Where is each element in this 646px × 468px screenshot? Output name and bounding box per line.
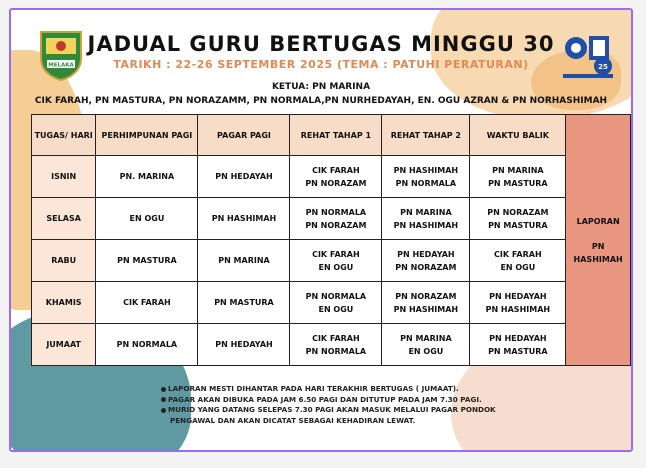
teacher-name: PN NORAZAM — [487, 207, 549, 217]
teacher-name: CIK FARAH — [312, 249, 360, 259]
note-text: PAGAR AKAN DIBUKA PADA JAM 6.50 PAGI DAN DITUTUP PADA JAM 7.30 PAGI. — [168, 394, 482, 404]
table-row — [32, 324, 631, 366]
notes-list — [161, 384, 496, 426]
teacher-name: PN NORAZAM — [305, 220, 367, 230]
day-cell: RABU — [32, 240, 96, 282]
bullet-icon — [161, 408, 166, 413]
break2-cell — [382, 156, 470, 198]
report-teacher-title: PN — [591, 241, 605, 251]
bullet-icon — [161, 397, 166, 402]
teacher-name: PN HEDAYAH — [489, 333, 547, 343]
gate-cell: PN HEDAYAH — [198, 324, 290, 366]
day-cell: SELASA — [32, 198, 96, 240]
teacher-name: PN HASHIMAH — [393, 165, 459, 175]
teacher-name: PN HASHIMAH — [393, 304, 459, 314]
break1-cell — [290, 282, 382, 324]
teacher-name: CIK FARAH — [312, 165, 360, 175]
dismissal-cell — [470, 156, 566, 198]
teacher-name: PN NORAZAM — [395, 291, 457, 301]
teacher-name: PN HEDAYAH — [397, 249, 455, 259]
report-teacher-name: HASHIMAH — [573, 254, 623, 264]
teacher-name: PN NORAZAM — [395, 262, 457, 272]
note-item — [161, 384, 496, 395]
date-theme-subtitle: TARIKH : 22-26 SEPTEMBER 2025 (TEMA : PATUHI PERATURAN) — [113, 58, 529, 71]
teacher-name: PN HEDAYAH — [489, 291, 547, 301]
bullet-icon — [161, 387, 166, 392]
teacher-name: PN MARINA — [400, 207, 452, 217]
teacher-name: PN HASHIMAH — [393, 220, 459, 230]
assembly-cell: PN MASTURA — [96, 240, 198, 282]
report-cell — [566, 115, 631, 366]
col-header-day: TUGAS/ HARI — [32, 115, 96, 156]
break2-cell — [382, 240, 470, 282]
teacher-name: EN OGU — [500, 262, 536, 272]
teacher-name: PN MASTURA — [488, 346, 548, 356]
col-header-gate: PAGAR PAGI — [198, 115, 290, 156]
teacher-name: EN OGU — [318, 262, 354, 272]
col-header-break1: REHAT TAHAP 1 — [290, 115, 382, 156]
gate-cell: PN MARINA — [198, 240, 290, 282]
teacher-name: PN NORMALA — [305, 346, 367, 356]
break2-cell — [382, 324, 470, 366]
assembly-cell: PN NORMALA — [96, 324, 198, 366]
document-frame — [9, 8, 633, 452]
gate-cell: PN HASHIMAH — [198, 198, 290, 240]
teacher-name: PN MARINA — [492, 165, 544, 175]
assembly-cell: EN OGU — [96, 198, 198, 240]
teacher-name: PN NORAZAM — [305, 178, 367, 188]
col-header-assembly: PERHIMPUNAN PAGI — [96, 115, 198, 156]
note-item — [161, 405, 496, 416]
day-cell: KHAMIS — [32, 282, 96, 324]
dismissal-cell — [470, 324, 566, 366]
teacher-name: PN HASHIMAH — [485, 304, 551, 314]
teacher-name: PN NORMALA — [395, 178, 457, 188]
col-header-break2: REHAT TAHAP 2 — [382, 115, 470, 156]
table-row — [32, 156, 631, 198]
duty-schedule-table — [31, 114, 631, 366]
teacher-name: PN MASTURA — [488, 220, 548, 230]
teacher-name: EN OGU — [318, 304, 354, 314]
col-header-dismissal: WAKTU BALIK — [470, 115, 566, 156]
table-header-row — [32, 115, 631, 156]
gate-cell: PN HEDAYAH — [198, 156, 290, 198]
teacher-name: CIK FARAH — [494, 249, 542, 259]
report-label: LAPORAN — [576, 216, 620, 226]
break1-cell — [290, 324, 382, 366]
note-text: PENGAWAL DAN AKAN DICATAT SEBAGAI KEHADIRAN LEWAT. — [170, 415, 416, 425]
dismissal-cell — [470, 240, 566, 282]
note-item — [161, 416, 496, 427]
note-text: LAPORAN MESTI DIHANTAR PADA HARI TERAKHIR BERTUGAS ( JUMAAT). — [168, 384, 459, 393]
teacher-name: CIK FARAH — [312, 333, 360, 343]
svg-text:MELAKA: MELAKA — [48, 62, 74, 69]
table-row — [32, 240, 631, 282]
leader-line: KETUA: PN MARINA — [271, 82, 371, 92]
teacher-name: PN NORMALA — [305, 207, 367, 217]
dismissal-cell — [470, 282, 566, 324]
note-item — [161, 395, 496, 406]
assembly-cell: CIK FARAH — [96, 282, 198, 324]
gate-cell: PN MASTURA — [198, 282, 290, 324]
day-cell: JUMAAT — [32, 324, 96, 366]
table-row — [32, 198, 631, 240]
break1-cell — [290, 198, 382, 240]
members-line: CIK FARAH, PN MASTURA, PN NORAZAMM, PN NORMALA,PN NURHEDAYAH, EN. OGU AZRAN & PN NORHASHIMAH — [34, 96, 608, 106]
teacher-name: EN OGU — [408, 346, 444, 356]
teacher-name: PN MASTURA — [488, 178, 548, 188]
break1-cell — [290, 156, 382, 198]
table-row — [32, 282, 631, 324]
break1-cell — [290, 240, 382, 282]
teacher-name: PN NORMALA — [305, 291, 367, 301]
svg-text:25: 25 — [598, 63, 608, 71]
day-cell: ISNIN — [32, 156, 96, 198]
break2-cell — [382, 282, 470, 324]
teacher-name: PN MARINA — [400, 333, 452, 343]
assembly-cell: PN. MARINA — [96, 156, 198, 198]
break2-cell — [382, 198, 470, 240]
page-title: JADUAL GURU BERTUGAS MINGGU 30 — [87, 32, 555, 56]
note-text: MURID YANG DATANG SELEPAS 7.30 PAGI AKAN MASUK MELALUI PAGAR PONDOK — [168, 405, 496, 414]
dismissal-cell — [470, 198, 566, 240]
